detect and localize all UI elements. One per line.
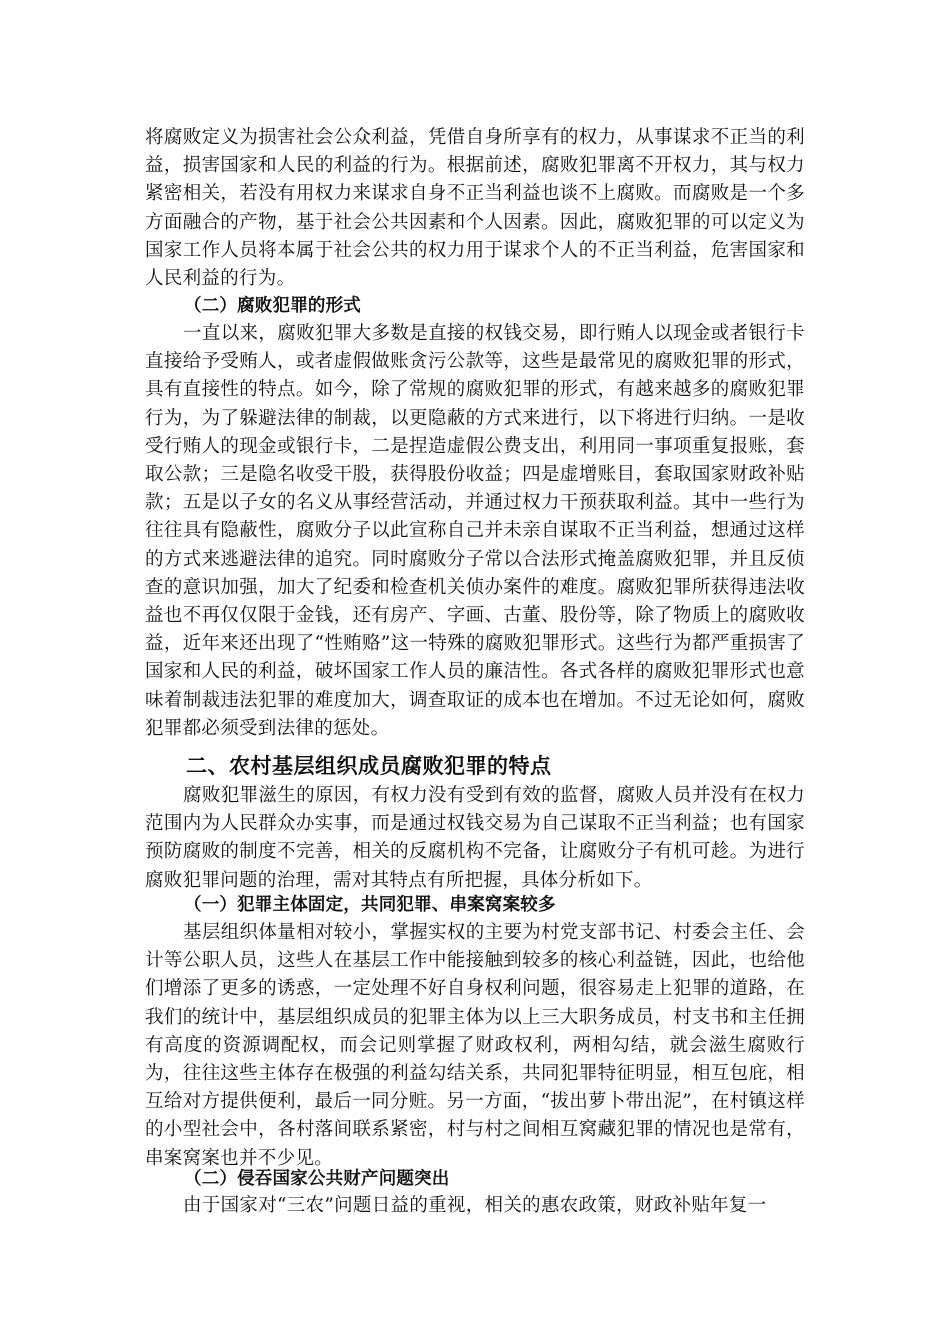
subheading-corruption-forms: （二）腐败犯罪的形式 [184, 296, 361, 316]
subheading-public-property: （二）侵吞国家公共财产问题突出 [184, 1169, 450, 1189]
paragraph-corruption-causes: 腐败犯罪滋生的原因，有权力没有受到有效的监督，腐败人员并没有在权力范围内为人民群众办实事，而是通过权钱交易为自己谋取不正当利益；也有国家预防腐败的制度不完善，相关的反腐机构不完备，让腐败分子有机可趁。为进行腐败犯罪问题的治理，需对其特点有所把握，具体分析如下。 [145, 785, 805, 891]
paragraph-corruption-forms: 一直以来，腐败犯罪大多数是直接的权钱交易，即行贿人以现金或者银行卡直接给予受贿人，或者虚假做账贪污公款等，这些是最常见的腐败犯罪的形式，具有直接性的特点。如今，除了常规的腐败犯罪的形式，有越来越多的腐败犯罪行为，为了躲避法律的制裁，以更隐蔽的方式来进行，以下将进行归纳。一是收受行贿人的现金或银行卡，二是捏造虚假公费支出，利用同一事项重复报账，套取公款；三是隐名收受干股，获得股份收益；四是虚增账目，套取国家财政补贴款；五是以子女的名义从事经营活动，并通过权力干预获取利益。其中一些行为往往具有隐蔽性，腐败分子以此宣称自己并未亲自谋取不正当利益，想通过这样的方式来逃避法律的追究。同时腐败分子常以合法形式掩盖腐败犯罪，并且反侦查的意识加强，加大了纪委和检查机关侦办案件的难度。腐败犯罪所获得违法收益也不再仅仅限于金钱，还有房产、字画、古董、股份等，除了物质上的腐败收益，近年来还出现了“性贿赂”这一特殊的腐败犯罪形式。这些行为都严重损害了国家和人民的利益，破坏国家工作人员的廉洁性。各式各样的腐败犯罪形式也意味着制裁违法犯罪的难度加大，调查取证的成本也在增加。不过无论如何，腐败犯罪都必须受到法律的惩处。 [145, 323, 805, 739]
paragraph-public-property: 由于国家对“三农”问题日益的重视，相关的惠农政策，财政补贴年复一 [183, 1195, 767, 1216]
paragraph-fixed-subjects: 基层组织体量相对较小，掌握实权的主要为村党支部书记、村委会主任、会计等公职人员，这些人在基层工作中能接触到较多的核心利益链，因此，也给他们增添了更多的诱惑，一定处理不好自身权利问题，很容易走上犯罪的道路，在我们的统计中，基层组织成员的犯罪主体为以上三大职务成员，村支书和主任拥有高度的资源调配权，而会记则掌握了财政权利，两相勾结，就会滋生腐败行为，往往这些主体存在极强的利益勾结关系，共同犯罪特征明显，相互包庇，相互给对方提供便利，最后一同分赃。另一方面，“拔出萝卜带出泥”，在村镇这样的小型社会中，各村落间联系紧密，村与村之间相互窝藏犯罪的情况也是常有，串案窝案也并不少见。 [145, 922, 805, 1169]
subheading-fixed-subjects: （一）犯罪主体固定，共同犯罪、串案窝案较多 [184, 895, 556, 915]
paragraph-corruption-definition: 将腐败定义为损害社会公众利益，凭借自身所享有的权力，从事谋求不正当的利益，损害国家和人民的利益的行为。根据前述，腐败犯罪离不开权力，其与权力紧密相关，若没有用权力来谋求自身不正当利益也谈不上腐败。而腐败是一个多方面融合的产物，基于社会公共因素和个人因素。因此，腐败犯罪的可以定义为国家工作人员将本属于社会公共的权力用于谋求个人的不正当利益，危害国家和人民利益的行为。 [145, 127, 805, 290]
section-heading-rural-corruption-features: 二、农村基层组织成员腐败犯罪的特点 [186, 754, 552, 778]
